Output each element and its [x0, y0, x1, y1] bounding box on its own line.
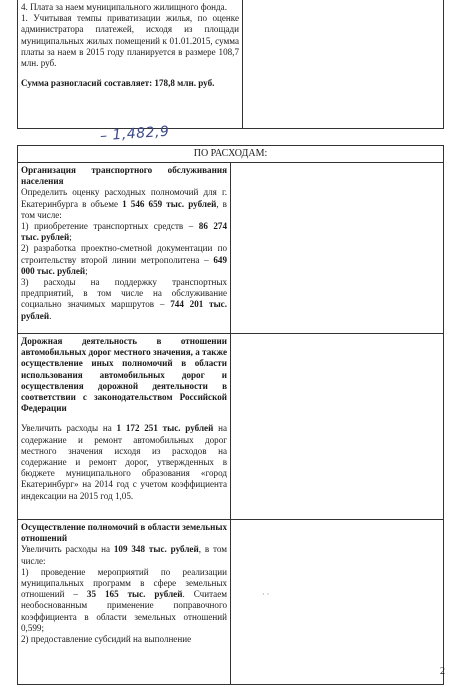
scan-speck: · ·	[262, 590, 270, 599]
handwritten-note: – 1,482,9	[99, 123, 170, 145]
roads-row	[18, 334, 444, 520]
income-comment-cell	[243, 0, 444, 129]
transport-cell	[18, 163, 231, 334]
land-item-2: 2) предоставление субсидий на выполнение	[21, 634, 192, 645]
roads-title: Дорожная деятельность в отношении автомобильных дорог местного значения, а также осуществление иных полномочий в области использования автомобильных дорог и осуществления дорожной деятельности в соответствии с законодательством Российской Федерации	[21, 336, 227, 414]
land-item-1: 1) проведение мероприятий по реализации муниципальных программ в сфере земельных отношений – 35 165 тыс. рублей. Считаем необоснованным применение поправочного коэффициента в области земельных отношений 0,599;	[21, 566, 227, 633]
income-discrepancy: Сумма разногласий составляет: 178,8 млн. руб.	[21, 78, 215, 89]
transport-intro: Определить оценку расходных полномочий для г. Екатеринбурга в объеме 1 546 659 тыс. рублей, в том числе:	[21, 187, 227, 220]
transport-row	[18, 163, 444, 334]
income-paragraph-2: 1. Учитывая темпы приватизации жилья, по оценке администратора платежей, исходя из площади муниципальных жилых помещений к 01.01.2015, сумма платы за наем в 2015 году планируется в размере 108,7 млн. руб.	[21, 13, 239, 69]
transport-item-3: 3) расходы на поддержку транспортных предприятий, в том числе на обслуживание социально значимых маршрутов – 744 201 тыс. рублей.	[21, 277, 227, 321]
transport-comment-cell	[231, 163, 444, 334]
page-number: 2	[440, 666, 445, 677]
land-comment-cell	[231, 520, 444, 685]
transport-title: Организация транспортного обслуживания населения	[21, 165, 227, 187]
income-cell	[18, 0, 243, 129]
roads-comment-cell	[231, 334, 444, 520]
roads-body: Увеличить расходы на 1 172 251 тыс. рублей на содержание и ремонт автомобильных дорог местного значения исходя из расходов на содержание и ремонт дорог, утвержденных в бюджете муниципального образования «город Екатеринбург» на 2014 год с учетом коэффициента индексации на 2015 год 1,05.	[21, 423, 227, 501]
land-title: Осуществление полномочий в области земельных отношений	[21, 522, 227, 544]
income-table	[17, 0, 444, 129]
expenses-header: ПО РАСХОДАМ:	[18, 146, 444, 163]
expenses-table	[17, 145, 444, 685]
income-paragraph-1: 4. Плата за наем муниципального жилищного фонда.	[21, 2, 227, 12]
transport-item-2: 2) разработка проектно-сметной документации по строительству второй линии метрополитена – 649 000 тыс. рублей;	[21, 243, 227, 276]
transport-item-1: 1) приобретение транспортных средств – 86 274 тыс. рублей;	[21, 221, 227, 243]
land-intro: Увеличить расходы на 109 348 тыс. рублей, в том числе:	[21, 544, 227, 566]
land-cell	[18, 520, 231, 685]
roads-cell	[18, 334, 231, 520]
land-row	[18, 520, 444, 685]
